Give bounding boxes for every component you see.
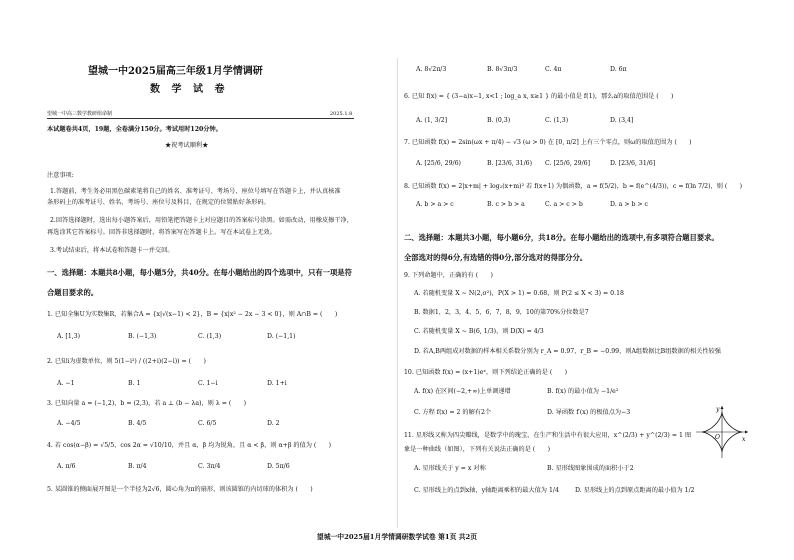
q5-option-c: C. 4π bbox=[545, 66, 562, 73]
q9-option-c: C. 若随机变量 X ~ B(6, 1/3)，则 D(X) = 4/3 bbox=[414, 328, 544, 335]
page-footer: 望城一中2025届1月学情调研数学试卷 第1页 共2页 bbox=[316, 533, 478, 541]
column-divider bbox=[397, 58, 398, 528]
q7-option-c: C. [25/6, 29/6] bbox=[545, 160, 590, 167]
astroid-graph bbox=[694, 404, 750, 460]
q3-option-a: A. −4/5 bbox=[57, 420, 81, 427]
y-axis-label: y bbox=[716, 406, 720, 413]
q1-option-c: C. (1,3) bbox=[198, 333, 222, 340]
q5-option-b: B. 8√3π/3 bbox=[487, 66, 518, 73]
q4-option-d: D. 5π/6 bbox=[267, 463, 290, 470]
q2-option-d: D. 1+i bbox=[267, 380, 287, 387]
q2-stem: 2. 已知i为虚数单位，则 5(1−i²) / ((2+i)(2−i)) = ( ) bbox=[47, 358, 206, 365]
q10-option-c: C. 方程 f(x) = 2 的解有2个 bbox=[414, 409, 492, 416]
q3-stem: 3. 已知向量 a = (−1,2)，b = (2,3)，若 a ⊥ (b − λa)，则 λ = ( ) bbox=[47, 400, 247, 407]
q3-option-c: C. 6/5 bbox=[198, 420, 217, 427]
q5-stem: 5. 某圆锥的侧面展开图是一个半径为2√6，圆心角为π的扇形，则该圆锥的内切球的体积为 ( ) bbox=[47, 486, 313, 493]
header-rule bbox=[47, 118, 354, 119]
q11-option-b: B. 星形线图象围成的面积小于2 bbox=[547, 465, 634, 472]
note-line: 3.考试结束后，将本试卷和答题卡一并交回。 bbox=[50, 247, 174, 254]
section2-heading-cont: 全部选对的得6分,有选错的得0分,部分选对的得部分分。 bbox=[404, 253, 588, 262]
q9-option-a: A. 若随机变量 X ~ N(2,σ²)，P(X > 1) = 0.68，则 P(2 ≤ X < 3) = 0.18 bbox=[414, 290, 624, 297]
x-axis-arrow bbox=[745, 431, 748, 434]
q10-option-d: D. 导函数 f′(x) 的极值点为−3 bbox=[547, 409, 631, 416]
q2-option-b: B. 1 bbox=[128, 380, 141, 387]
q1-option-a: A. [1,3) bbox=[57, 333, 81, 340]
notes-title: 注意事项: bbox=[47, 172, 74, 179]
q9-stem: 9. 下列命题中，正确的有 ( ) bbox=[404, 272, 493, 279]
exam-date: 2025.1.8 bbox=[330, 111, 353, 117]
q6-stem: 6. 已知 f(x) = { (3−a)x−1, x<1 ; log_a x, x≥1 } 的最小值是 f(1)，那么a的取值范围是 ( ) bbox=[404, 93, 674, 100]
q7-option-b: B. [23/6, 31/6) bbox=[487, 160, 533, 167]
q2-option-c: C. 1−i bbox=[198, 380, 218, 387]
q9-option-d: D. 若A,B两组成对数据的样本相关系数分别为 r_A = 0.97，r_B = −0.99，则A组数据比B组数据的相关性较强 bbox=[414, 348, 721, 355]
q1-option-b: B. (−1,3) bbox=[128, 333, 157, 340]
q8-option-c: C. a > c > b bbox=[545, 201, 583, 208]
origin-label: O bbox=[715, 434, 720, 441]
q11-stem: 11. 星形线又称为四尖瓣线，是数学中的瑰宝，在生产和生活中有很大应用，x^(2/3) + y^(2/3) = 1 图 bbox=[404, 432, 692, 439]
q3-option-d: D. 2 bbox=[267, 420, 280, 427]
q3-option-b: B. 4/5 bbox=[128, 420, 147, 427]
good-luck: ★祝考试顺利★ bbox=[165, 142, 209, 149]
q5-option-a: A. 8√2π/3 bbox=[416, 66, 447, 73]
q6-option-b: B. (0,3) bbox=[487, 117, 511, 124]
q7-option-a: A. [25/6, 29/6) bbox=[416, 160, 461, 167]
q11-stem-cont: 象是一种曲线（如图），下列有关说法正确的是 ( ) bbox=[404, 446, 551, 453]
q7-option-d: D. [23/6, 31/6] bbox=[610, 160, 656, 167]
q1-option-d: D. (−1,1) bbox=[267, 333, 296, 340]
exam-info: 本试题卷共4页，19题，全卷满分150分。考试用时120分钟。 bbox=[47, 126, 222, 133]
section2-heading: 二、选择题：本题共3小题，每小题6分，共18分。在每小题给出的选项中,有多项符合题目要求。 bbox=[404, 233, 719, 242]
exam-subtitle: 数 学 试 卷 bbox=[150, 84, 229, 95]
q2-option-a: A. −1 bbox=[57, 380, 75, 387]
q8-option-d: D. a > b > c bbox=[610, 201, 649, 208]
exam-title: 望城一中2025届高三年级1月学情调研 bbox=[88, 66, 263, 77]
section1-heading-cont: 合题目要求的。 bbox=[47, 288, 99, 297]
q4-option-c: C. 3π/4 bbox=[198, 463, 221, 470]
q11-option-c: C. 星形线上的点到x轴，y轴距离乘积的最大值为 1/4 bbox=[414, 487, 559, 494]
q10-option-b: B. f(x) 的最小值为 −1/e² bbox=[547, 388, 619, 395]
exam-org: 望城一中高三数学教研组命制 bbox=[47, 111, 113, 117]
q4-stem: 4. 若 cos(α−β) = √5/5，cos 2α = √10/10，并且 α，β 均为锐角，且 α < β，则 α+β 的值为 ( ) bbox=[47, 442, 332, 449]
q6-option-a: A. (1, 3/2] bbox=[416, 117, 448, 124]
q10-option-a: A. f(x) 在区间(−2,+∞)上单调递增 bbox=[414, 388, 511, 395]
q8-option-a: A. b > a > c bbox=[416, 201, 454, 208]
q9-option-b: B. 数据1，2，3，4，5，6，7，8，9，10的第70%分位数是7 bbox=[414, 309, 589, 316]
q7-stem: 7. 已知函数 f(x) = 2sin(ωx + π/4) − √3 (ω > 0) 在 [0, π/2] 上有三个零点，则ω的取值范围为 ( ) bbox=[404, 139, 692, 146]
x-axis-label: x bbox=[742, 436, 746, 443]
note-line: 2.回答选择题时，选出每小题答案后，用铅笔把答题卡上对应题目的答案标号涂黑。如需改动，用橡皮擦干净， bbox=[50, 217, 353, 224]
q10-stem: 10. 已知函数 f(x) = (x+1)eˣ，则下列结论正确的是 ( ) bbox=[404, 369, 568, 376]
q4-option-a: A. π/6 bbox=[57, 463, 76, 470]
note-line: 1.答题前，考生务必用黑色碳素笔将自己的姓名、准考证号、考场号、座位号填写在答题卡上，并认真核准 bbox=[50, 188, 341, 195]
y-axis-arrow bbox=[721, 406, 724, 409]
q8-option-b: B. c > b > a bbox=[487, 201, 525, 208]
q4-option-b: B. π/4 bbox=[128, 463, 147, 470]
q5-option-d: D. 6π bbox=[610, 66, 627, 73]
q11-option-d: D. 星形线上的点到原点距离的最小值为 1/2 bbox=[575, 487, 695, 494]
q8-stem: 8. 已知函数 f(x) = 2|x+m| + log₂(x+m)² 若 f(x+1) 为偶函数，a = f(5/2)，b = f(e^(4/3))，c = f(ln 7/2)，则 ( ) bbox=[404, 183, 743, 190]
section1-heading: 一、选择题：本题共8小题，每小题5分，共40分。在每小题给出的四个选项中，只有一项是符 bbox=[47, 268, 352, 277]
note-line: 再选涂其它答案标号。回答非选择题时，将答案写在答题卡上。写在本试卷上无效。 bbox=[47, 229, 276, 236]
q6-option-d: D. (3,4] bbox=[610, 117, 634, 124]
note-line: 条形码上的准考证号、姓名、考场号、座位号及科目，在规定的位置贴好条形码。 bbox=[47, 199, 270, 206]
q1-stem: 1. 已知全集U为实数集R，若集合A = {x|√(x−1) < 2}，B = {x|x² − 2x − 3 < 0}，则 A∩B = ( ) bbox=[47, 311, 338, 318]
q11-option-a: A. 星形线关于 y = x 对称 bbox=[414, 465, 486, 472]
q6-option-c: C. (1,3) bbox=[545, 117, 569, 124]
